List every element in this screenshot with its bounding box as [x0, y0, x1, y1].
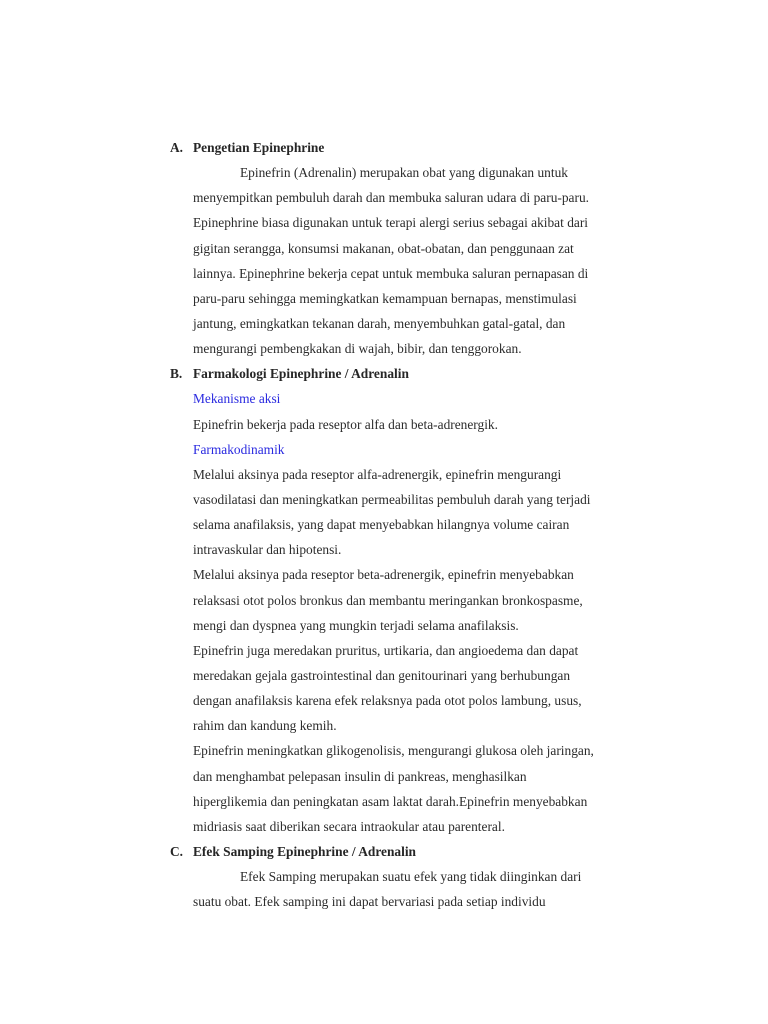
section-c-marker: C. [170, 843, 184, 859]
section-a-paragraph-line: menyempitkan pembuluh darah dan membuka saluran udara di paru-paru. [193, 190, 590, 206]
section-a-paragraph-line: paru-paru sehingga memingkatkan kemampuan bernapas, menstimulasi [193, 290, 577, 306]
pharmacodynamics-subheading: Farmakodinamik [193, 441, 285, 457]
pharmacodynamics-line: Melalui aksinya pada reseptor alfa-adrenergik, epinefrin mengurangi [193, 466, 562, 482]
section-b-marker: B. [170, 366, 183, 382]
section-a-marker: A. [170, 140, 184, 155]
mechanism-text: Epinefrin bekerja pada reseptor alfa dan beta-adrenergik. [193, 416, 498, 432]
pharmacodynamics-line: Epinefrin meningkatkan glikogenolisis, mengurangi glukosa oleh jaringan, [193, 743, 594, 759]
section-a-paragraph-line: mengurangi pembengkakan di wajah, bibir, dan tenggorokan. [193, 341, 522, 357]
section-a-heading [170, 135, 670, 160]
section-a-paragraph-line: gigitan serangga, konsumsi makanan, obat-obatan, dan penggunaan zat [193, 240, 574, 256]
pharmacodynamics-line: meredakan gejala gastrointestinal dan genitourinari yang berhubungan [193, 667, 571, 683]
section-a-title: Pengetian Epinephrine [193, 140, 325, 155]
pharmacodynamics-line: dengan anafilaksis karena efek relaksnya pada otot polos lambung, usus, [193, 693, 582, 709]
pharmacodynamics-line: rahim dan kandung kemih. [193, 718, 337, 734]
section-a-paragraph-line: Epinefrin (Adrenalin) merupakan obat yang digunakan untuk [240, 165, 568, 181]
section-c-title: Efek Samping Epinephrine / Adrenalin [193, 843, 416, 859]
section-a-paragraph-line: Epinephrine biasa digunakan untuk terapi alergi serius sebagai akibat dari [193, 215, 589, 231]
section-c-paragraph-line: suatu obat. Efek samping ini dapat bervariasi pada setiap individu [193, 894, 546, 910]
pharmacodynamics-line: intravaskular dan hipotensi. [193, 542, 342, 558]
document-body [170, 135, 670, 914]
section-b-title: Farmakologi Epinephrine / Adrenalin [193, 366, 409, 382]
pharmacodynamics-line: vasodilatasi dan meningkatkan permeabilitas pembuluh darah yang terjadi [193, 491, 591, 507]
mechanism-subheading: Mekanisme aksi [193, 391, 281, 407]
section-a-paragraph-line: lainnya. Epinephrine bekerja cepat untuk membuka saluran pernapasan di [193, 265, 589, 281]
pharmacodynamics-line: Melalui aksinya pada reseptor beta-adrenergik, epinefrin menyebabkan [193, 567, 574, 583]
section-b-heading [170, 361, 670, 386]
pharmacodynamics-line: relaksasi otot polos bronkus dan membantu meringankan bronkospasme, [193, 592, 583, 608]
pharmacodynamics-line: dan menghambat pelepasan insulin di pankreas, menghasilkan [193, 768, 527, 784]
pharmacodynamics-line: hiperglikemia dan peningkatan asam laktat darah.Epinefrin menyebabkan [193, 793, 588, 809]
section-a-paragraph-line: jantung, emingkatkan tekanan darah, menyembuhkan gatal-gatal, dan [193, 315, 566, 331]
pharmacodynamics-line: midriasis saat diberikan secara intraokular atau parenteral. [193, 818, 505, 834]
section-c-heading [170, 839, 670, 864]
pharmacodynamics-line: selama anafilaksis, yang dapat menyebabkan hilangnya volume cairan [193, 517, 570, 533]
section-c-paragraph-line: Efek Samping merupakan suatu efek yang tidak diinginkan dari [240, 869, 582, 885]
pharmacodynamics-line: mengi dan dyspnea yang mungkin terjadi selama anafilaksis. [193, 617, 519, 633]
pharmacodynamics-line: Epinefrin juga meredakan pruritus, urtikaria, dan angioedema dan dapat [193, 642, 579, 658]
